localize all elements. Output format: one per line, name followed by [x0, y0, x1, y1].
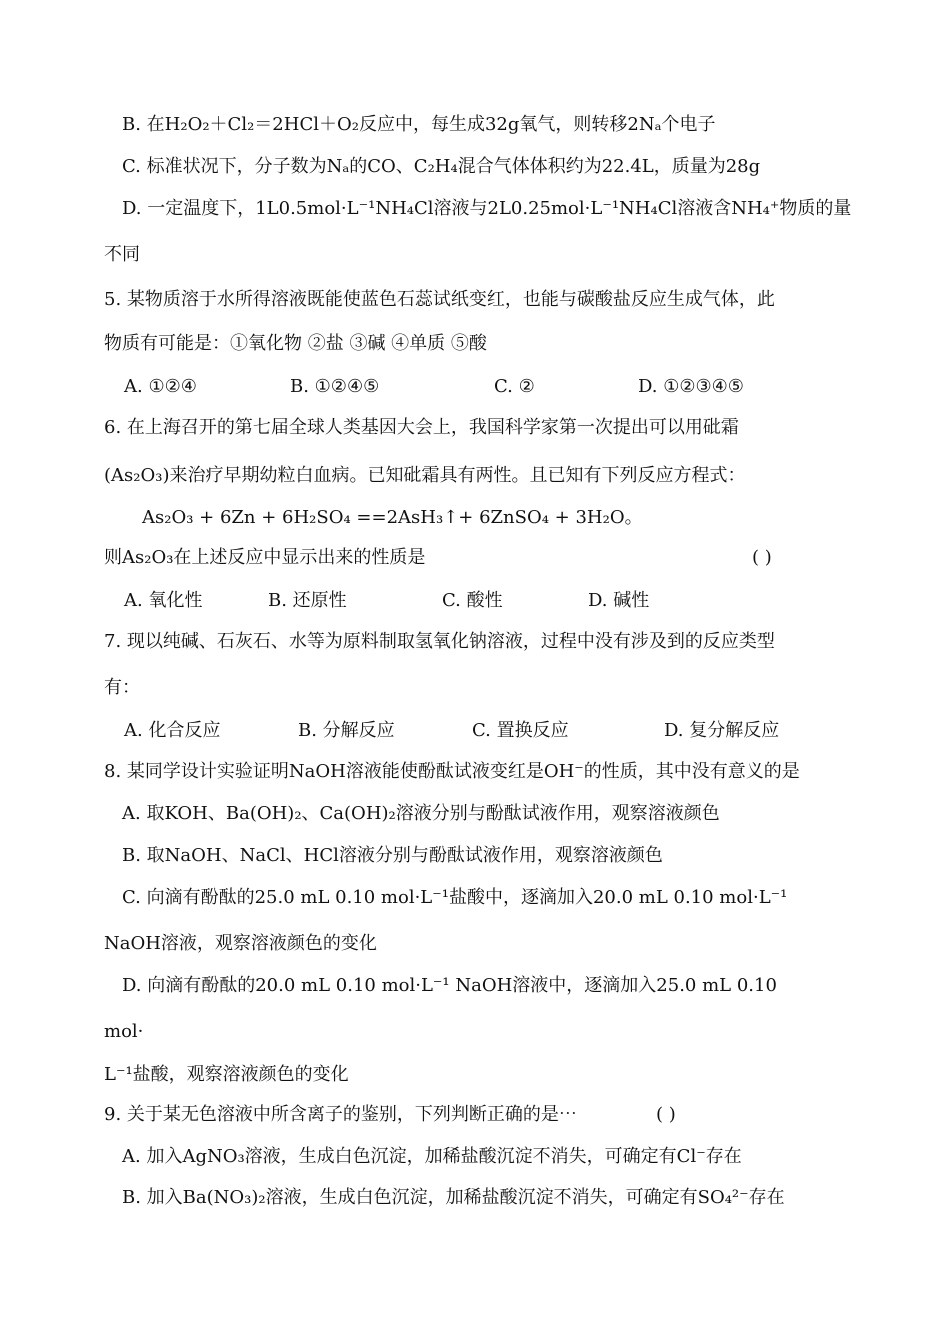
q8-stem: 8. 某同学设计实验证明NaOH溶液能使酚酞试液变红是OH⁻的性质，其中没有意义的是 — [104, 761, 800, 782]
q6-option-a: A. 氧化性 — [124, 590, 203, 611]
q5-option-c: C. ② — [494, 376, 535, 397]
q6-option-c: C. 酸性 — [442, 590, 503, 611]
q5-option-a: A. ①②④ — [124, 376, 197, 397]
q6-option-d: D. 碱性 — [588, 590, 650, 611]
q5-option-b: B. ①②④⑤ — [290, 376, 380, 397]
q6-stem-cont: (As₂O₃)来治疗早期幼粒白血病。已知砒霜具有两性。且已知有下列反应方程式： — [104, 465, 746, 486]
q9-option-a: A. 加入AgNO₃溶液，生成白色沉淀，加稀盐酸沉淀不消失，可确定有Cl⁻存在 — [122, 1146, 742, 1167]
q9-option-b: B. 加入Ba(NO₃)₂溶液，生成白色沉淀，加稀盐酸沉淀不消失，可确定有SO₄²⁻存在 — [122, 1187, 785, 1208]
q6-question: 则As₂O₃在上述反应中显示出来的性质是 — [104, 547, 426, 568]
q9-stem: 9. 关于某无色溶液中所含离子的鉴别，下列判断正确的是⋯ — [104, 1104, 577, 1125]
q7-option-c: C. 置换反应 — [472, 720, 569, 741]
q6-stem: 6. 在上海召开的第七届全球人类基因大会上，我国科学家第一次提出可以用砒霜 — [104, 417, 739, 438]
q8-option-d: D. 向滴有酚酞的20.0 mL 0.10 mol·L⁻¹ NaOH溶液中，逐滴加入25.0 mL 0.10 — [122, 975, 777, 996]
q7-option-d: D. 复分解反应 — [664, 720, 780, 741]
q4-option-d: D. 一定温度下，1L0.5mol·L⁻¹NH₄Cl溶液与2L0.25mol·L⁻¹NH₄Cl溶液含NH₄⁺物质的量 — [122, 198, 852, 219]
q5-option-d: D. ①②③④⑤ — [638, 376, 744, 397]
q7-option-a: A. 化合反应 — [124, 720, 221, 741]
q4-option-c: C. 标准状况下，分子数为Nₐ的CO、C₂H₄混合气体体积约为22.4L，质量为28g — [122, 156, 761, 177]
q8-option-c: C. 向滴有酚酞的25.0 mL 0.10 mol·L⁻¹盐酸中，逐滴加入20.0 mL 0.10 mol·L⁻¹ — [122, 887, 788, 908]
q4-option-b: B. 在H₂O₂＋Cl₂＝2HCl＋O₂反应中，每生成32g氧气，则转移2Nₐ个电子 — [122, 114, 716, 135]
q8-option-a: A. 取KOH、Ba(OH)₂、Ca(OH)₂溶液分别与酚酞试液作用，观察溶液颜色 — [122, 803, 720, 824]
q8-option-b: B. 取NaOH、NaCl、HCl溶液分别与酚酞试液作用，观察溶液颜色 — [122, 845, 663, 866]
q5-stem: 5. 某物质溶于水所得溶液既能使蓝色石蕊试纸变红，也能与碳酸盐反应生成气体，此 — [104, 289, 775, 310]
q8-option-d-cont1: mol· — [104, 1021, 144, 1042]
q8-option-d-cont2: L⁻¹盐酸，观察溶液颜色的变化 — [104, 1064, 349, 1085]
q5-stem-cont: 物质有可能是：①氧化物 ②盐 ③碱 ④单质 ⑤酸 — [104, 333, 487, 354]
q7-option-b: B. 分解反应 — [298, 720, 395, 741]
q4-option-d-cont: 不同 — [104, 244, 140, 265]
q6-answer-blank: ( ) — [752, 547, 772, 568]
q7-stem-cont: 有： — [104, 677, 140, 698]
q9-answer-blank: ( ) — [656, 1104, 676, 1125]
q6-equation: As₂O₃ + 6Zn + 6H₂SO₄ ==2AsH₃↑+ 6ZnSO₄ + 3H₂O。 — [142, 507, 643, 528]
q7-stem: 7. 现以纯碱、石灰石、水等为原料制取氢氧化钠溶液，过程中没有涉及到的反应类型 — [104, 631, 775, 652]
q8-option-c-cont: NaOH溶液，观察溶液颜色的变化 — [104, 933, 377, 954]
q6-option-b: B. 还原性 — [268, 590, 347, 611]
